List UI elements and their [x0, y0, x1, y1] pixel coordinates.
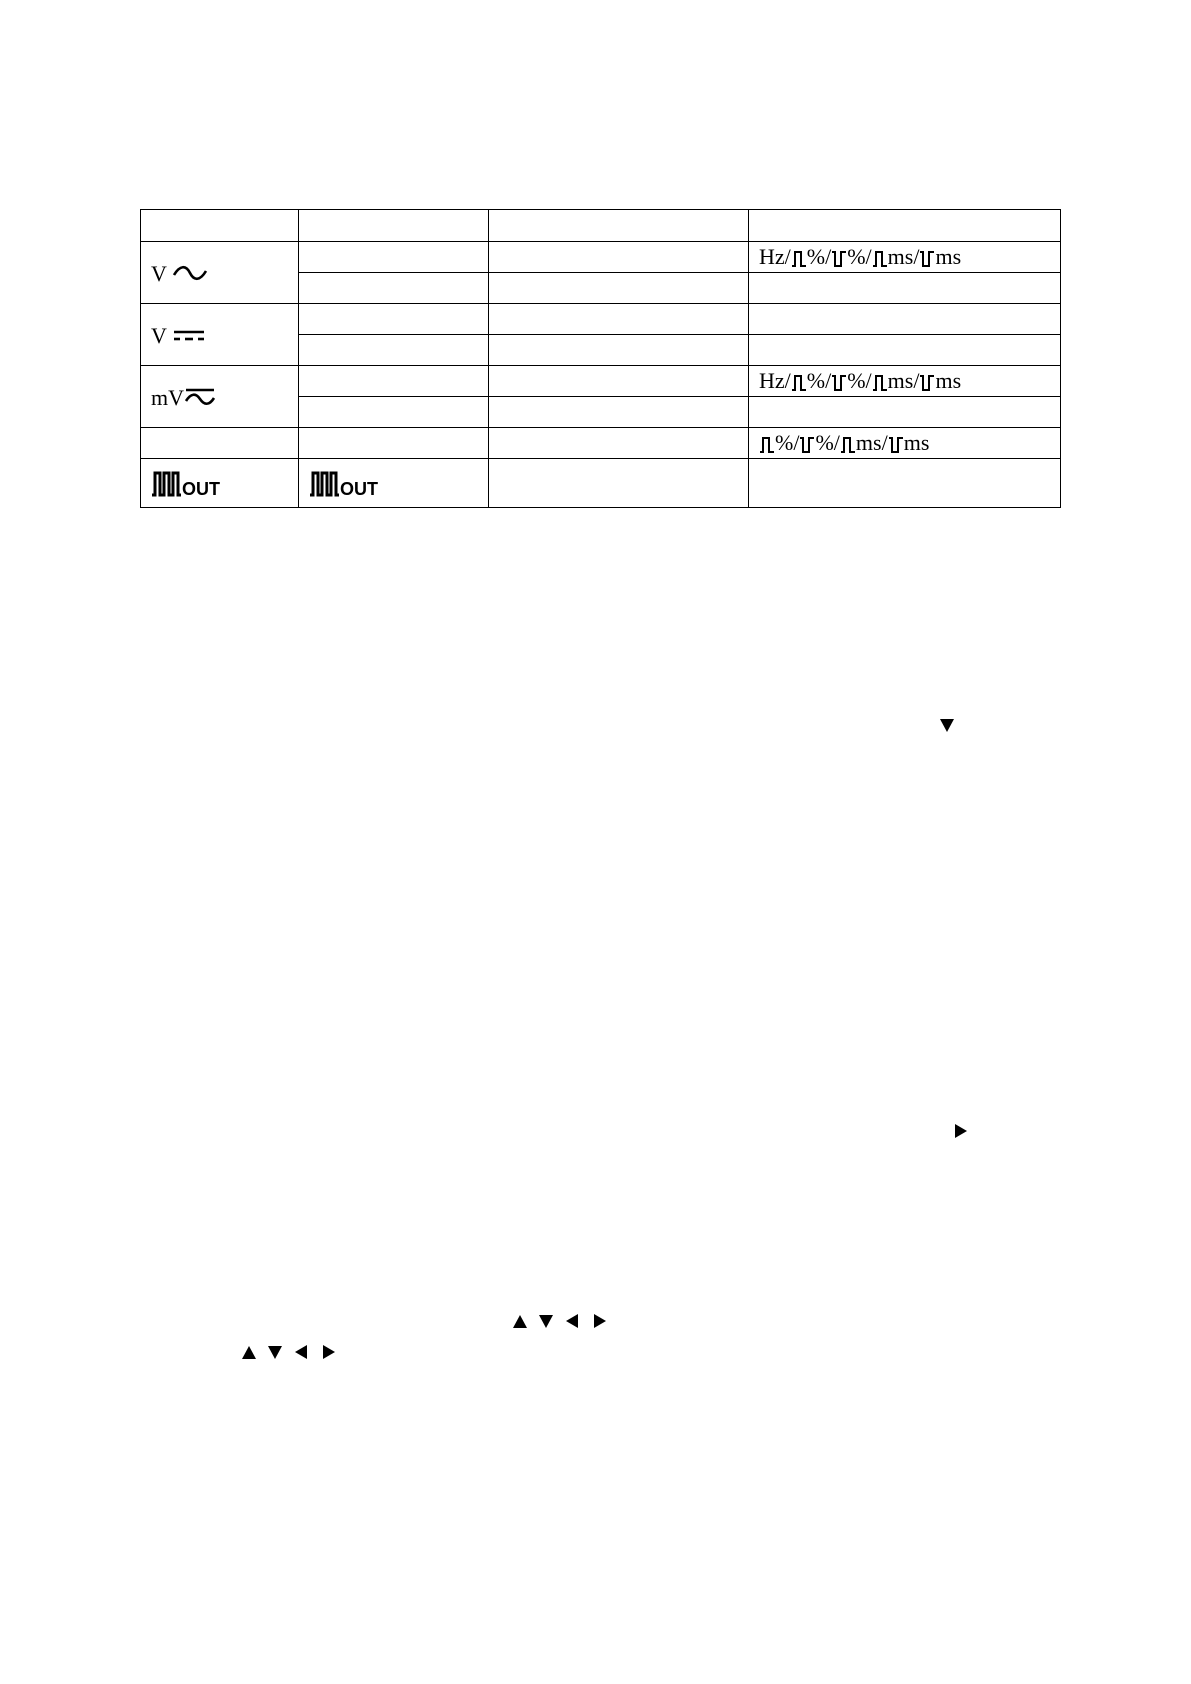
table-cell	[489, 397, 749, 428]
table-cell	[749, 210, 1061, 242]
left-triangle-icon	[295, 1345, 307, 1359]
negative-pulse-icon	[831, 250, 847, 268]
down-triangle-icon	[539, 1315, 553, 1328]
down-triangle-icon	[940, 719, 954, 732]
negative-pulse-icon	[888, 436, 904, 454]
table-row	[141, 459, 1061, 508]
table-cell	[299, 304, 489, 335]
pulse-out-label: OUT	[182, 479, 220, 499]
dc-icon	[172, 327, 206, 343]
table-cell	[489, 366, 749, 397]
table-row	[141, 304, 1061, 335]
table-cell	[299, 273, 489, 304]
table-cell	[749, 459, 1061, 508]
positive-pulse-icon	[791, 374, 807, 392]
function-unit: V	[151, 322, 167, 348]
table-cell	[489, 459, 749, 508]
table-cell	[489, 304, 749, 335]
table-header-row	[141, 210, 1061, 242]
table-row	[141, 428, 1061, 459]
positive-pulse-icon	[872, 250, 888, 268]
down-triangle-icon	[268, 1346, 282, 1359]
function-cell-vac	[141, 242, 299, 304]
table-cell	[299, 242, 489, 273]
positive-pulse-icon	[872, 374, 888, 392]
table-cell	[489, 428, 749, 459]
function-table	[140, 209, 1061, 508]
secondary-functions-cell	[749, 428, 1061, 459]
table-row	[141, 366, 1061, 397]
table-cell	[299, 335, 489, 366]
table-cell	[749, 304, 1061, 335]
table-cell	[489, 273, 749, 304]
function-unit: V	[151, 260, 167, 286]
range-cell-pulse-out	[299, 459, 489, 508]
ac-sine-icon	[172, 263, 208, 283]
table-cell	[141, 210, 299, 242]
left-triangle-icon	[566, 1314, 578, 1328]
table-cell	[749, 273, 1061, 304]
table-cell	[749, 397, 1061, 428]
table-cell	[489, 210, 749, 242]
secondary-functions-text: %/ %/ ms/ ms	[759, 430, 929, 455]
table-cell	[749, 335, 1061, 366]
function-cell-pulse-out	[141, 459, 299, 508]
positive-pulse-icon	[791, 250, 807, 268]
secondary-functions-cell	[749, 242, 1061, 273]
right-triangle-icon	[955, 1124, 967, 1138]
table-cell	[299, 397, 489, 428]
table-cell	[299, 366, 489, 397]
table-cell	[299, 210, 489, 242]
ac-dc-icon	[184, 386, 216, 408]
function-unit: mV	[151, 384, 184, 410]
negative-pulse-icon	[919, 374, 935, 392]
function-cell-vdc	[141, 304, 299, 366]
secondary-functions-cell	[749, 366, 1061, 397]
right-triangle-icon	[323, 1345, 335, 1359]
pulse-out-icon	[151, 470, 239, 498]
positive-pulse-icon	[840, 436, 856, 454]
negative-pulse-icon	[919, 250, 935, 268]
positive-pulse-icon	[759, 436, 775, 454]
up-triangle-icon	[513, 1315, 527, 1328]
pulse-out-icon	[309, 470, 397, 498]
right-triangle-icon	[594, 1314, 606, 1328]
function-cell-mv	[141, 366, 299, 428]
secondary-functions-text: Hz/ %/ %/ ms/ ms	[759, 244, 962, 269]
pulse-out-label: OUT	[340, 479, 378, 499]
secondary-functions-text: Hz/ %/ %/ ms/ ms	[759, 368, 962, 393]
negative-pulse-icon	[831, 374, 847, 392]
table-cell	[489, 242, 749, 273]
table-cell	[141, 428, 299, 459]
up-triangle-icon	[242, 1346, 256, 1359]
table-row	[141, 242, 1061, 273]
table-cell	[489, 335, 749, 366]
table-cell	[299, 428, 489, 459]
negative-pulse-icon	[799, 436, 815, 454]
